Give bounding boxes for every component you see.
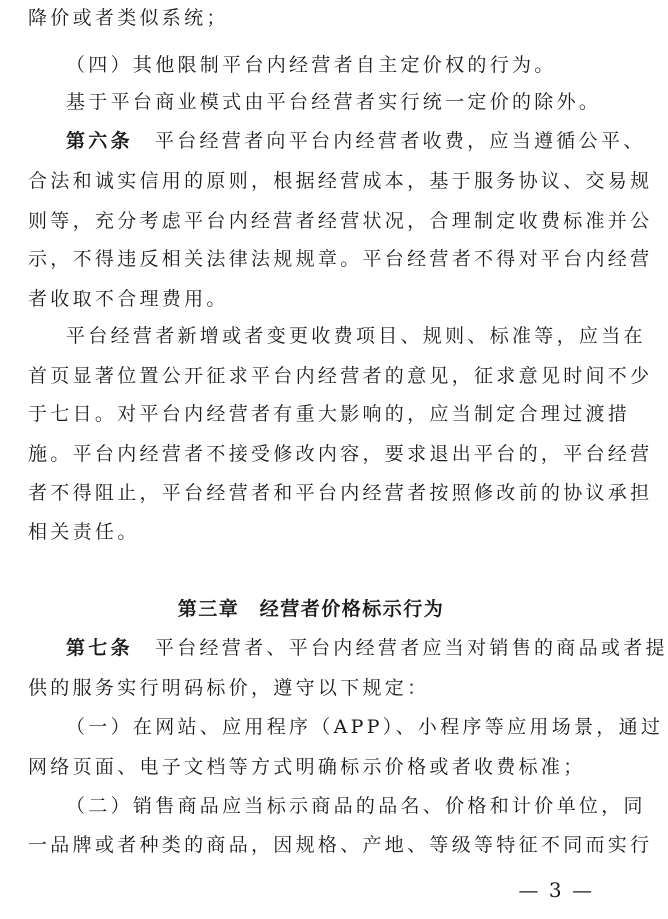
text-line: （二）销售商品应当标示商品的品名、价格和计价单位，同 (66, 795, 646, 817)
text-line: 平台经营者向平台内经营者收费，应当遵循公平、 (154, 130, 646, 152)
text-line: 示，不得违反相关法律法规规章。平台经营者不得对平台内经营 (28, 248, 653, 270)
text-line: 网络页面、电子文档等方式明确标示价格或者收费标准； (28, 756, 586, 778)
text-line: 一品牌或者种类的商品，因规格、产地、等级等特征不同而实行 (28, 834, 653, 856)
text-line: 首页显著位置公开征求平台内经营者的意见，征求意见时间不少 (28, 365, 653, 387)
chapter-heading: 第三章 经营者价格标示行为 (177, 598, 445, 620)
text-line: 相关责任。 (28, 521, 140, 543)
article-7-first-line (66, 637, 668, 659)
text-line: （四）其他限制平台内经营者自主定价权的行为。 (66, 54, 557, 76)
text-line: 者收取不合理费用。 (28, 288, 229, 310)
text-line: 合法和诚实信用的原则，根据经营成本，基于服务协议、交易规 (28, 170, 653, 192)
article-6-label: 第六条 (66, 130, 133, 152)
text-line: 供的服务实行明码标价，遵守以下规定： (28, 677, 430, 699)
text-line: 平台经营者新增或者变更收费项目、规则、标准等，应当在 (66, 325, 646, 347)
text-line: 平台经营者、平台内经营者应当对销售的商品或者提 (154, 637, 668, 659)
text-line: 施。平台内经营者不接受修改内容，要求退出平台的，平台经营 (28, 443, 653, 465)
text-line: 者不得阻止，平台经营者和平台内经营者按照修改前的协议承担 (28, 482, 653, 504)
article-7-label: 第七条 (66, 637, 133, 659)
text-line: 于七日。对平台内经营者有重大影响的，应当制定合理过渡措 (28, 403, 631, 425)
text-line: （一）在网站、应用程序（APP）、小程序等应用场景，通过 (66, 716, 664, 738)
text-line: 降价或者类似系统； (28, 7, 229, 29)
text-line: 则等，充分考虑平台内经营者经营状况，合理制定收费标准并公 (28, 210, 653, 232)
article-6-first-line (66, 130, 646, 152)
text-line: 基于平台商业模式由平台经营者实行统一定价的除外。 (66, 91, 602, 113)
page-number: — 3 — (518, 878, 594, 902)
